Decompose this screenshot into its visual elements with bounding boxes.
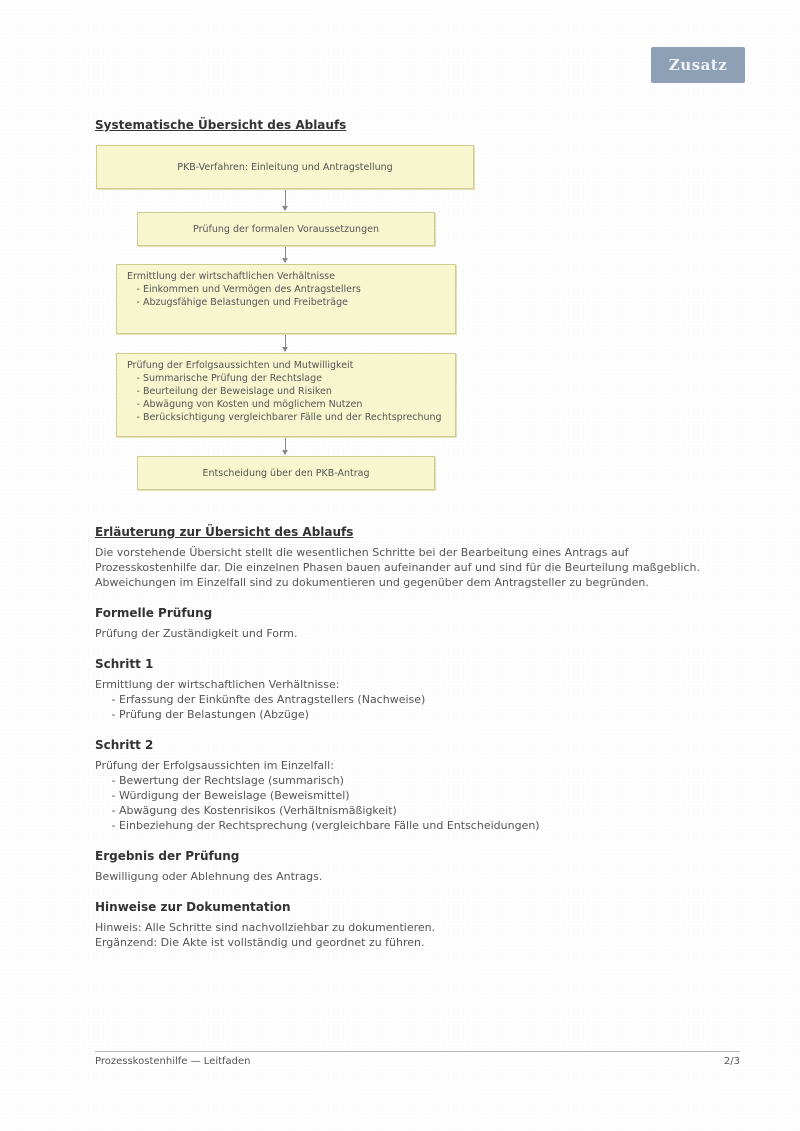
formelle-pruefung-text: Prüfung der Zuständigkeit und Form.: [95, 627, 298, 640]
flow-arrow-3: [285, 335, 286, 351]
list-item: - Prüfung der Belastungen (Abzüge): [119, 707, 705, 722]
ergebnis-text: Bewilligung oder Ablehnung des Antrags.: [95, 870, 323, 883]
page-number: 2/3: [723, 1056, 740, 1067]
schritt-1-text: Ermittlung der wirtschaftlichen Verhältnisse:: [95, 678, 340, 691]
flow-arrow-2: [285, 247, 286, 262]
list-item: - Abwägung von Kosten und möglichem Nutzen: [143, 398, 445, 411]
list-item: - Abwägung des Kostenrisikos (Verhältnismäßigkeit): [119, 803, 705, 818]
flow-box-verhaeltnisse-title: Ermittlung der wirtschaftlichen Verhältnisse: [127, 271, 335, 282]
list-item: - Einbeziehung der Rechtsprechung (vergleichbare Fälle und Entscheidungen): [119, 818, 705, 833]
list-item: - Abzugsfähige Belastungen und Freibeträge: [143, 296, 445, 309]
flow-box-formal-label: Prüfung der formalen Voraussetzungen: [193, 223, 379, 235]
flow-box-verhaeltnisse: [116, 264, 456, 334]
flow-box-erfolgsaussichten: [116, 353, 456, 437]
list-item: - Würdigung der Beweislage (Beweismittel): [119, 788, 705, 803]
flow-box-formal: [137, 212, 435, 246]
diagram-title: Systematische Übersicht des Ablaufs: [95, 118, 347, 132]
flow-box-verhaeltnisse-list: [127, 283, 445, 309]
flow-arrow-1: [285, 190, 286, 210]
dokumentation-line: Ergänzend: Die Akte ist vollständig und geordnet zu führen.: [95, 936, 425, 949]
schritt-1-list: [95, 692, 705, 722]
list-item: - Bewertung der Rechtslage (summarisch): [119, 773, 705, 788]
schritt-1-heading: Schritt 1: [95, 657, 154, 671]
flow-box-antrag: [96, 145, 474, 189]
dokumentation-heading: Hinweise zur Dokumentation: [95, 900, 291, 914]
list-item: - Beurteilung der Beweislage und Risiken: [143, 385, 445, 398]
page-footer: [95, 1051, 740, 1067]
section-heading: Erläuterung zur Übersicht des Ablaufs: [95, 525, 354, 539]
flow-arrow-4: [285, 438, 286, 454]
schritt-2-list: [95, 773, 705, 833]
footer-title: Prozesskostenhilfe — Leitfaden: [95, 1056, 251, 1067]
ergebnis-heading: Ergebnis der Prüfung: [95, 849, 240, 863]
flow-box-antrag-label: PKB-Verfahren: Einleitung und Antragstellung: [177, 161, 393, 173]
badge-label: Zusatz: [668, 56, 728, 74]
flow-box-entscheidung: [137, 456, 435, 490]
formelle-pruefung-heading: Formelle Prüfung: [95, 606, 213, 620]
list-item: - Einkommen und Vermögen des Antragstellers: [143, 283, 445, 296]
dokumentation-line: Hinweis: Alle Schritte sind nachvollziehbar zu dokumentieren.: [95, 921, 436, 934]
intro-paragraph: Die vorstehende Übersicht stellt die wesentlichen Schritte bei der Bearbeitung eines Antrags auf Prozesskostenhilfe dar. Die einzelnen Phasen bauen aufeinander auf und sind für die Beurteilung maßgeblich. Abweichungen im Einzelfall sind zu dokumentieren und gegenüber dem Antragsteller zu begründen.: [95, 546, 700, 589]
schritt-2-heading: Schritt 2: [95, 738, 154, 752]
schritt-2-text: Prüfung der Erfolgsaussichten im Einzelfall:: [95, 759, 334, 772]
list-item: - Summarische Prüfung der Rechtslage: [143, 372, 445, 385]
flow-box-erfolgsaussichten-title: Prüfung der Erfolgsaussichten und Mutwilligkeit: [127, 360, 354, 371]
flow-box-erfolgsaussichten-list: [127, 372, 445, 424]
list-item: - Berücksichtigung vergleichbarer Fälle und der Rechtsprechung: [143, 411, 445, 424]
zusatz-badge: [651, 47, 745, 83]
flow-box-entscheidung-label: Entscheidung über den PKB-Antrag: [202, 467, 370, 479]
list-item: - Erfassung der Einkünfte des Antragstellers (Nachweise): [119, 692, 705, 707]
document-body: [95, 525, 705, 966]
